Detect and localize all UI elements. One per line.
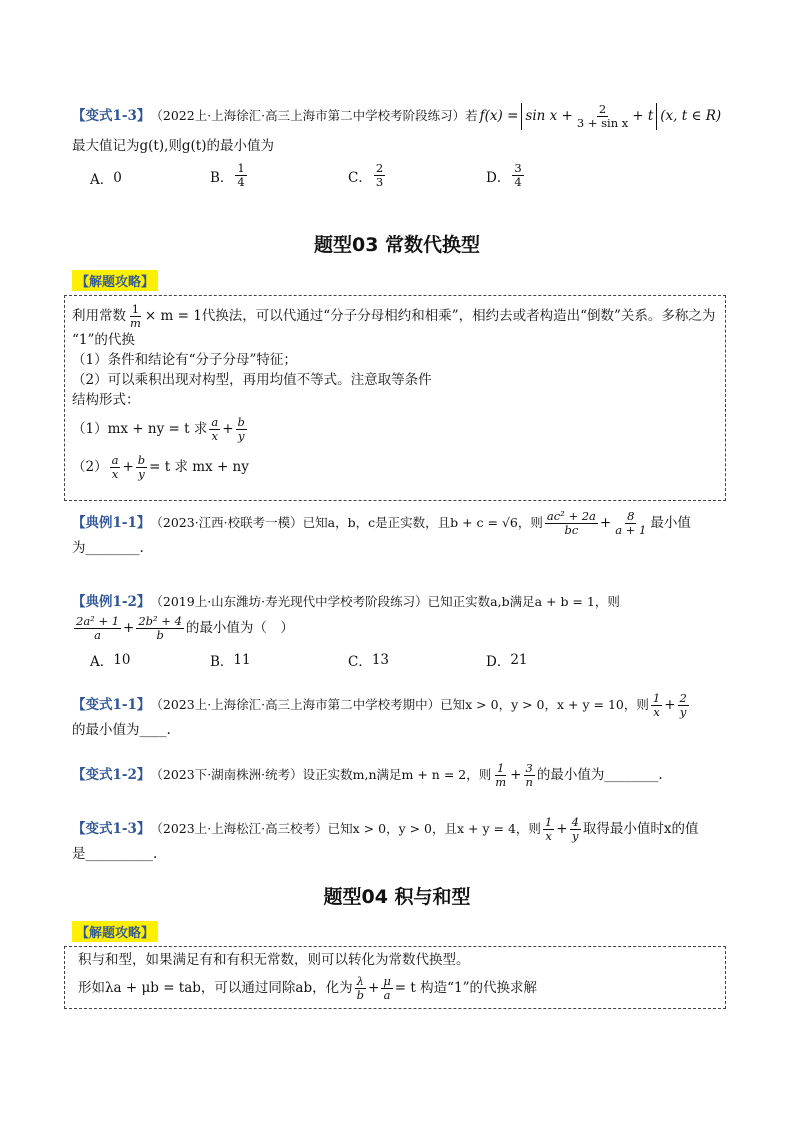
fraction-numerator: 4	[571, 814, 579, 829]
expr-part: sin x +	[525, 108, 573, 124]
example-1-1: 【典例1-1】 （2023·江西·校联考一模）已知a，b，c是正实数，且b + c = √6，则 $\frac{\text{ac² + 2a}}{bc}$ + $\frac{8}{a + 1}$ 最小值 为________.	[72, 508, 727, 558]
question-line-2: 最大值记为g(t),则g(t)的最小值为	[72, 138, 274, 154]
fraction	[575, 103, 630, 130]
fraction-numerator: 1	[497, 760, 505, 775]
fraction-denominator: x	[545, 828, 552, 843]
fraction-denominator: x	[211, 428, 219, 443]
text: = t 构造“1”的代换求解	[394, 980, 538, 996]
section-heading-04: 题型04 积与和型	[323, 886, 471, 908]
question-tag: 【变式1-3】	[72, 108, 151, 124]
text: = t 求 mx + ny	[149, 459, 249, 475]
fraction-numerator: 3	[525, 760, 533, 775]
question-variant-1-3-first	[72, 101, 727, 156]
fraction	[545, 510, 598, 537]
question-text: 的最小值为（ ）	[185, 620, 294, 636]
fraction-denominator: y	[679, 704, 687, 719]
fraction	[493, 762, 508, 789]
fraction-denominator: a	[383, 987, 391, 1002]
question-tag: 【典例1-2】	[72, 594, 151, 610]
fraction	[128, 303, 143, 330]
fraction	[651, 692, 662, 719]
fraction	[209, 416, 220, 443]
fraction-denominator: y	[571, 828, 579, 843]
fraction-numerator: a	[211, 414, 219, 429]
fraction-numerator: 2	[598, 101, 607, 116]
fraction-numerator: 3	[514, 161, 522, 175]
fraction-numerator: b	[237, 414, 245, 429]
option-a	[90, 650, 130, 670]
question-tag: 【变式1-3】	[72, 821, 151, 837]
fraction-denominator: x	[111, 466, 119, 481]
option-b	[210, 650, 251, 670]
fraction-numerator: ac² + 2a	[546, 508, 596, 523]
fraction	[74, 615, 121, 642]
fraction	[355, 975, 366, 1002]
options-row	[90, 162, 650, 202]
fraction	[613, 510, 648, 537]
fraction-numerator: μ	[383, 973, 391, 988]
options-row	[90, 650, 650, 670]
fraction	[570, 816, 581, 843]
fraction	[523, 762, 534, 789]
option-value: 10	[113, 652, 131, 668]
option-c	[348, 650, 389, 670]
fraction	[110, 454, 121, 481]
fraction-denominator: m	[130, 315, 141, 330]
option-label: D．	[486, 654, 511, 670]
question-text: （2019上·山东潍坊·寿光现代中学校考阶段练习）已知正实数a,b满足a + b = 1，则	[150, 594, 620, 609]
option-fraction	[374, 162, 385, 189]
question-tag: 【变式1-2】	[72, 767, 151, 783]
fraction-denominator: 3	[375, 175, 384, 189]
option-value: 0	[113, 170, 122, 186]
question-text: （2023·江西·校联考一模）已知a，b，c是正实数，且b + c = √6，则	[150, 515, 543, 530]
question-source: （2022上·上海徐汇·高三上海市第二中学校考阶段练习）若	[150, 108, 478, 123]
text: 积与和型，如果满足有和有积无常数，则可以转化为常数代换型。	[78, 952, 470, 968]
fraction-denominator: a + 1	[615, 522, 647, 537]
text: 利用常数	[72, 308, 126, 324]
fraction-numerator: 2	[375, 161, 384, 175]
option-label: B．	[210, 169, 234, 186]
fraction-denominator: y	[138, 466, 145, 481]
text: （2）可以乘积出现对构型，再用均值不等式。注意取等条件	[72, 372, 432, 388]
option-d	[486, 162, 526, 189]
function-label: f(x) =	[479, 108, 519, 124]
expr-part: + t	[632, 108, 654, 124]
question-text: 取得最小值时x的值	[582, 821, 699, 837]
fraction-numerator: a	[111, 452, 119, 467]
question-text: （2023上·上海徐汇·高三上海市第二中学校考期中）已知x > 0，y > 0，x + y = 10，则	[150, 697, 649, 712]
option-d	[486, 650, 528, 670]
fraction	[678, 692, 689, 719]
fraction-denominator: y	[237, 428, 245, 443]
question-tag: 【变式1-1】	[72, 697, 151, 713]
absolute-value-expression	[521, 103, 657, 130]
fraction	[136, 615, 184, 642]
option-fraction	[512, 162, 523, 189]
fraction-numerator: 2	[679, 690, 687, 705]
option-value: 11	[233, 652, 251, 668]
fraction-denominator: b	[156, 627, 164, 642]
section-heading-03: 题型03 常数代换型	[313, 234, 481, 256]
text: 结构形式：	[72, 392, 140, 408]
option-b	[210, 162, 249, 189]
text: （1）条件和结论有“分子分母”特征；	[72, 352, 297, 368]
fraction	[136, 454, 147, 481]
fraction-numerator: 1	[237, 161, 245, 175]
text: （1）mx + ny = t 求	[72, 421, 208, 437]
fraction-denominator: m	[495, 774, 507, 789]
question-line-2: 的最小值为____.	[72, 722, 171, 738]
question-tag: 【典例1-1】	[72, 515, 151, 531]
tips-label: 【解题攻略】	[72, 921, 158, 942]
tips-label: 【解题攻略】	[72, 270, 158, 291]
tips-box-04-content: 积与和型，如果满足有和有积无常数，则可以转化为常数代换型。 形如λa + μb = tab，可以通过同除ab，化为 $\frac{\lambda}{b}$ + $\frac{\mu}{a}$ = t 构造“1”的代换求解	[78, 950, 733, 1006]
option-value: 21	[510, 652, 528, 668]
fraction	[543, 816, 554, 843]
domain-text: (x, t ∈ R)	[660, 108, 722, 124]
fraction-denominator: x	[653, 704, 660, 719]
fraction-numerator: 2a² + 1	[76, 613, 120, 628]
fraction-denominator: 3 + sin x	[576, 115, 629, 130]
option-label: C．	[348, 654, 372, 670]
fraction-denominator: 4	[514, 175, 522, 189]
fraction-numerator: 1	[131, 301, 140, 316]
option-label: C．	[348, 169, 372, 186]
fraction-numerator: 1	[652, 690, 661, 705]
option-label: A．	[90, 654, 114, 670]
text: “1”的代换	[72, 332, 135, 348]
fraction-numerator: λ	[356, 973, 364, 988]
text: × m = 1代换法，可以代通过“分子分母相约和相乘”，相约去或者构造出“倒数”关系。多称之为	[144, 308, 716, 324]
fraction-denominator: 4	[237, 175, 245, 189]
option-a	[90, 168, 122, 188]
option-label: D．	[486, 169, 511, 186]
variant-1-1: 【变式1-1】 （2023上·上海徐汇·高三上海市第二中学校考期中）已知x > 0，y > 0，x + y = 10，则 $\frac{1}{x}$ + $\frac{2}{y}$ 的最小值为____.	[72, 690, 727, 740]
option-value: 13	[371, 652, 390, 668]
fraction-denominator: b	[356, 987, 364, 1002]
tips-box-03-content: 利用常数 $\frac{1}{m}$ × m = 1代换法，可以代通过“分子分母相约和相乘”，相约去或者构造出“倒数”关系。多称之为 “1”的代换 （1）条件和结论有“分子分母”特征； （2）可以乘积出现对构型，再用均值不等式。注意取等条件 结构形式： （1）mx + ny = t 求 $\frac{a}{x}$ + $\frac{b}{y}$ （2） $\frac{a}{x}$ + $\frac{b}{y}$ = t 求 mx + ny	[72, 302, 727, 486]
variant-1-3-second: 【变式1-3】 （2023上·上海松江·高三校考）已知x > 0，y > 0，且x + y = 4，则 $\frac{1}{x}$ + $\frac{4}{y}$ 取得最小值时x的值 是__________.	[72, 814, 727, 864]
fraction	[236, 416, 247, 443]
example-1-2: 【典例1-2】 （2019上·山东潍坊·寿光现代中学校考阶段练习）已知正实数a,b满足a + b = 1，则 $\frac{\text{2a² + 1}}{a}$ + $\frac{\text{2b² + 4}}{b}$ 的最小值为（ ）	[72, 594, 620, 642]
question-text: （2023下·湖南株洲·统考）设正实数m,n满足m + n = 2，则	[150, 767, 492, 782]
fraction-numerator: 1	[544, 814, 553, 829]
text: 形如λa + μb = tab，可以通过同除ab，化为	[78, 980, 353, 996]
question-text: 最小值	[650, 515, 691, 531]
fraction-denominator: bc	[564, 522, 579, 537]
text: （2）	[72, 459, 108, 475]
fraction-numerator: b	[137, 452, 146, 467]
option-fraction	[235, 162, 246, 189]
fraction-numerator: 2b² + 4	[138, 613, 182, 628]
fraction	[381, 975, 392, 1002]
question-line-2: 为________.	[72, 540, 144, 556]
question-text: 的最小值为________.	[536, 767, 663, 783]
question-line-2: 是__________.	[72, 846, 158, 862]
question-text: （2023上·上海松江·高三校考）已知x > 0，y > 0，且x + y = 4，则	[150, 821, 541, 836]
fraction-numerator: 8	[627, 508, 635, 523]
variant-1-2: 【变式1-2】 （2023下·湖南株洲·统考）设正实数m,n满足m + n = 2，则 $\frac{1}{m}$ + $\frac{3}{n}$ 的最小值为________.	[72, 760, 663, 789]
fraction-denominator: n	[525, 774, 533, 789]
fraction-denominator: a	[94, 627, 101, 642]
option-c	[348, 162, 387, 189]
option-label: A．	[90, 172, 114, 188]
option-label: B．	[210, 654, 234, 670]
